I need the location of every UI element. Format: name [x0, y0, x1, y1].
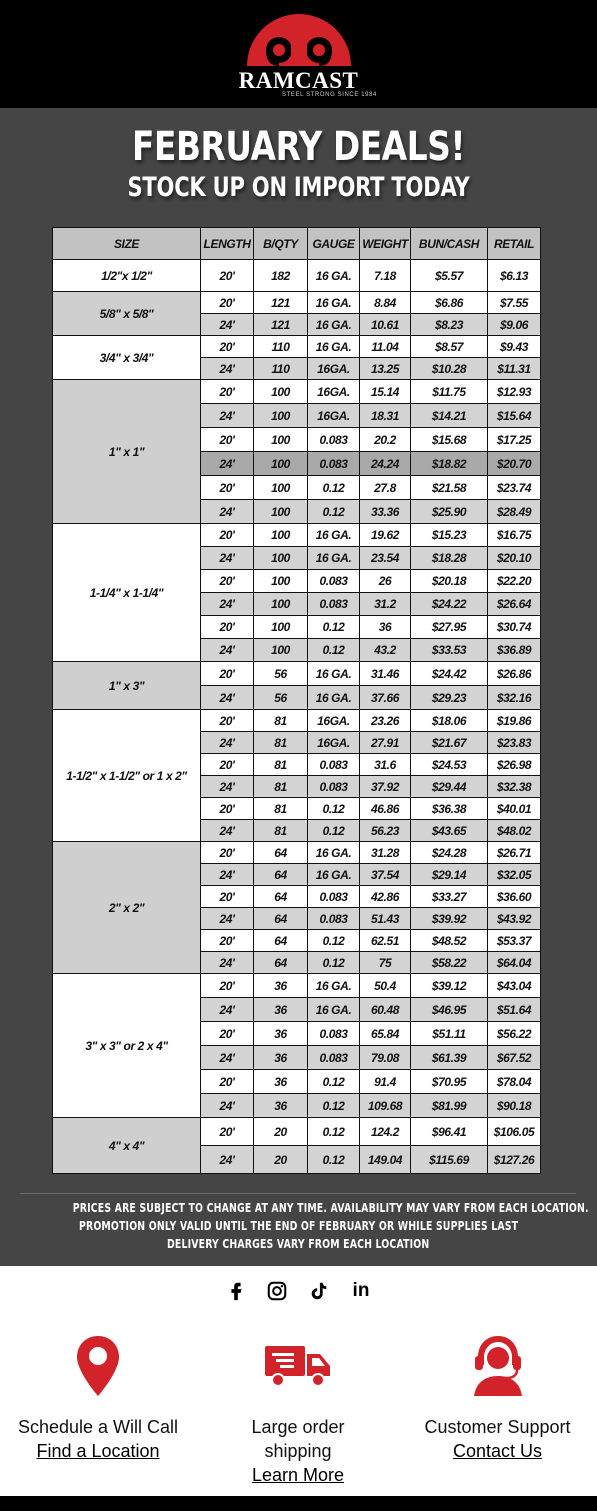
table-cell: 16GA.	[308, 404, 360, 428]
table-cell: 20'	[201, 380, 254, 404]
table-cell: 16 GA.	[308, 336, 360, 358]
table-cell: 124.2	[360, 1118, 411, 1146]
table-cell: $23.74	[488, 476, 541, 500]
table-row	[53, 710, 541, 732]
table-cell: $39.92	[411, 908, 488, 930]
tiktok-icon[interactable]	[307, 1280, 331, 1302]
table-cell: 24'	[201, 639, 254, 662]
table-cell: $19.86	[488, 710, 541, 732]
table-cell: 24'	[201, 820, 254, 842]
table-cell: $9.06	[488, 314, 541, 336]
column-header: WEIGHT	[360, 228, 411, 260]
table-cell: 16 GA.	[308, 842, 360, 864]
table-cell: 0.083	[308, 1046, 360, 1070]
header	[0, 0, 597, 108]
table-cell: 20'	[201, 1022, 254, 1046]
subheadline: STOCK UP ON IMPORT TODAY	[127, 172, 470, 203]
footer	[0, 1266, 597, 1496]
table-cell: 36	[254, 1022, 308, 1046]
size-cell: 1" x 3"	[53, 662, 201, 710]
size-cell: 1" x 1"	[53, 380, 201, 524]
table-cell: $96.41	[411, 1118, 488, 1146]
headset-support-icon	[470, 1332, 526, 1398]
table-cell: $90.18	[488, 1094, 541, 1118]
linkedin-icon[interactable]: in	[352, 1280, 370, 1301]
table-cell: 27.8	[360, 476, 411, 500]
table-cell: 36	[254, 1046, 308, 1070]
table-cell: $30.74	[488, 616, 541, 639]
column-header: B/QTY	[254, 228, 308, 260]
table-cell: 33.36	[360, 500, 411, 524]
size-cell: 2" x 2"	[53, 842, 201, 974]
table-cell: 56	[254, 662, 308, 686]
ram-horns-logo-icon	[239, 6, 359, 70]
table-body	[53, 260, 541, 1174]
table-cell: $27.95	[411, 616, 488, 639]
table-cell: $24.53	[411, 754, 488, 776]
table-cell: 23.54	[360, 547, 411, 570]
table-cell: 0.12	[308, 1094, 360, 1118]
table-cell: 0.12	[308, 1118, 360, 1146]
table-cell: 100	[254, 380, 308, 404]
column-header: GAUGE	[308, 228, 360, 260]
table-cell: 20	[254, 1118, 308, 1146]
table-cell: 16 GA.	[308, 292, 360, 314]
table-cell: 20'	[201, 292, 254, 314]
table-cell: $56.22	[488, 1022, 541, 1046]
table-cell: 20'	[201, 1070, 254, 1094]
table-cell: $29.44	[411, 776, 488, 798]
table-cell: $14.21	[411, 404, 488, 428]
table-cell: $23.83	[488, 732, 541, 754]
table-cell: 42.86	[360, 886, 411, 908]
table-cell: $48.52	[411, 930, 488, 952]
table-cell: 182	[254, 260, 308, 292]
table-cell: $22.20	[488, 570, 541, 593]
shipping-title-line-1: Large order	[251, 1417, 345, 1437]
table-cell: 81	[254, 710, 308, 732]
table-cell: $21.67	[411, 732, 488, 754]
table-cell: 64	[254, 886, 308, 908]
table-cell: 24'	[201, 404, 254, 428]
table-cell: 24'	[201, 1046, 254, 1070]
table-cell: $26.71	[488, 842, 541, 864]
table-cell: 16 GA.	[308, 524, 360, 547]
table-cell: 8.84	[360, 292, 411, 314]
table-cell: 121	[254, 314, 308, 336]
table-cell: 0.12	[308, 930, 360, 952]
table-cell: 0.083	[308, 886, 360, 908]
table-cell: 81	[254, 732, 308, 754]
table-cell: 100	[254, 593, 308, 616]
table-cell: 0.12	[308, 639, 360, 662]
table-cell: 20.2	[360, 428, 411, 452]
table-cell: $39.12	[411, 974, 488, 998]
table-row	[53, 842, 541, 864]
facebook-icon[interactable]	[224, 1280, 248, 1302]
headline: FEBRUARY DEALS!	[131, 124, 466, 170]
table-cell: $81.99	[411, 1094, 488, 1118]
table-cell: 62.51	[360, 930, 411, 952]
table-cell: $29.23	[411, 686, 488, 710]
table-cell: $33.27	[411, 886, 488, 908]
table-cell: 37.92	[360, 776, 411, 798]
table-cell: $24.42	[411, 662, 488, 686]
table-cell: 13.25	[360, 358, 411, 380]
table-cell: 64	[254, 864, 308, 886]
table-cell: $32.16	[488, 686, 541, 710]
disclaimer-line-3: DELIVERY CHARGES VARY FROM EACH LOCATION	[167, 1237, 430, 1251]
table-cell: $11.31	[488, 358, 541, 380]
table-cell: $17.25	[488, 428, 541, 452]
table-cell: 20'	[201, 974, 254, 998]
table-cell: 24'	[201, 732, 254, 754]
table-cell: 16GA.	[308, 380, 360, 404]
table-cell: 20'	[201, 524, 254, 547]
table-cell: $25.90	[411, 500, 488, 524]
table-cell: 18.31	[360, 404, 411, 428]
table-cell: 0.12	[308, 798, 360, 820]
table-cell: 16 GA.	[308, 686, 360, 710]
table-cell: $46.95	[411, 998, 488, 1022]
table-cell: 100	[254, 524, 308, 547]
table-cell: 110	[254, 358, 308, 380]
map-pin-icon	[75, 1334, 121, 1398]
table-cell: $36.38	[411, 798, 488, 820]
table-cell: 0.083	[308, 754, 360, 776]
table-cell: 16 GA.	[308, 314, 360, 336]
table-cell: $51.64	[488, 998, 541, 1022]
table-cell: 36	[254, 1094, 308, 1118]
table-cell: 24'	[201, 1094, 254, 1118]
table-row	[53, 974, 541, 998]
table-cell: $20.18	[411, 570, 488, 593]
table-cell: 46.86	[360, 798, 411, 820]
table-cell: 20'	[201, 1118, 254, 1146]
table-cell: 20'	[201, 260, 254, 292]
table-cell: $43.92	[488, 908, 541, 930]
table-cell: 20'	[201, 616, 254, 639]
table-cell: $9.43	[488, 336, 541, 358]
table-cell: 37.66	[360, 686, 411, 710]
table-cell: $61.39	[411, 1046, 488, 1070]
disclaimer-line-1: PRICES ARE SUBJECT TO CHANGE AT ANY TIME. AVAILABILITY MAY VARY FROM EACH LOCATION.	[72, 1201, 589, 1215]
table-cell: 81	[254, 820, 308, 842]
table-cell: 100	[254, 476, 308, 500]
table-cell: $15.68	[411, 428, 488, 452]
table-cell: 0.083	[308, 1022, 360, 1046]
table-cell: 31.46	[360, 662, 411, 686]
table-row	[53, 662, 541, 686]
table-cell: $29.14	[411, 864, 488, 886]
table-cell: $24.28	[411, 842, 488, 864]
table-cell: 31.2	[360, 593, 411, 616]
table-cell: 36	[360, 616, 411, 639]
table-cell: 24'	[201, 500, 254, 524]
logo[interactable]	[0, 4, 597, 104]
table-cell: 100	[254, 404, 308, 428]
table-cell: $51.11	[411, 1022, 488, 1046]
table-cell: 0.083	[308, 776, 360, 798]
table-cell: $8.23	[411, 314, 488, 336]
table-cell: 24'	[201, 952, 254, 974]
table-cell: 60.48	[360, 998, 411, 1022]
table-cell: 121	[254, 292, 308, 314]
table-cell: $64.04	[488, 952, 541, 974]
table-cell: 100	[254, 639, 308, 662]
table-cell: 0.083	[308, 908, 360, 930]
table-row	[53, 336, 541, 358]
table-cell: $36.89	[488, 639, 541, 662]
contact-us-link[interactable]: Contact Us	[452, 1441, 543, 1461]
table-cell: 64	[254, 930, 308, 952]
table-cell: 24'	[201, 358, 254, 380]
table-cell: 64	[254, 952, 308, 974]
table-cell: $70.95	[411, 1070, 488, 1094]
table-cell: 16GA.	[308, 732, 360, 754]
table-cell: 0.083	[308, 570, 360, 593]
support-title: Customer Support	[424, 1417, 571, 1437]
table-cell: 20'	[201, 428, 254, 452]
table-cell: $40.01	[488, 798, 541, 820]
table-cell: 36	[254, 1070, 308, 1094]
table-cell: 0.083	[308, 428, 360, 452]
table-cell: 20'	[201, 710, 254, 732]
price-table	[52, 227, 541, 1174]
table-cell: 36	[254, 998, 308, 1022]
table-cell: 100	[254, 500, 308, 524]
table-cell: $33.53	[411, 639, 488, 662]
table-cell: 91.4	[360, 1070, 411, 1094]
table-cell: 0.12	[308, 1070, 360, 1094]
table-cell: 24'	[201, 547, 254, 570]
size-cell: 4" x 4"	[53, 1118, 201, 1174]
table-cell: $24.22	[411, 593, 488, 616]
column-header: BUN/CASH	[411, 228, 488, 260]
table-cell: $18.82	[411, 452, 488, 476]
table-cell: 65.84	[360, 1022, 411, 1046]
table-cell: $58.22	[411, 952, 488, 974]
table-cell: 20'	[201, 476, 254, 500]
table-cell: 31.6	[360, 754, 411, 776]
table-cell: 36	[254, 974, 308, 998]
disclaimer-line-2: PROMOTION ONLY VALID UNTIL THE END OF FEBRUARY OR WHILE SUPPLIES LAST	[78, 1219, 519, 1233]
table-cell: $18.28	[411, 547, 488, 570]
table-cell: $28.49	[488, 500, 541, 524]
table-cell: 31.28	[360, 842, 411, 864]
table-row	[53, 292, 541, 314]
table-cell: $26.86	[488, 662, 541, 686]
table-cell: 16 GA.	[308, 662, 360, 686]
table-cell: $15.64	[488, 404, 541, 428]
table-cell: 81	[254, 798, 308, 820]
table-cell: 24'	[201, 686, 254, 710]
table-cell: 0.12	[308, 820, 360, 842]
table-cell: $36.60	[488, 886, 541, 908]
table-cell: 15.14	[360, 380, 411, 404]
table-cell: $16.75	[488, 524, 541, 547]
table-cell: 24'	[201, 452, 254, 476]
table-cell: 23.26	[360, 710, 411, 732]
table-cell: 75	[360, 952, 411, 974]
table-cell: 0.083	[308, 452, 360, 476]
table-cell: 20'	[201, 842, 254, 864]
table-cell: 100	[254, 428, 308, 452]
table-cell: 149.04	[360, 1146, 411, 1174]
table-cell: $6.86	[411, 292, 488, 314]
table-cell: $48.02	[488, 820, 541, 842]
table-cell: 81	[254, 754, 308, 776]
table-cell: 81	[254, 776, 308, 798]
learn-more-link[interactable]: Learn More	[251, 1465, 345, 1485]
promo-section	[0, 108, 597, 1266]
table-cell: $106.05	[488, 1118, 541, 1146]
table-cell: 24'	[201, 776, 254, 798]
table-cell: $12.93	[488, 380, 541, 404]
table-cell: $32.38	[488, 776, 541, 798]
table-cell: 79.08	[360, 1046, 411, 1070]
table-row	[53, 1118, 541, 1146]
table-cell: $78.04	[488, 1070, 541, 1094]
column-header: SIZE	[53, 228, 201, 260]
table-cell: 100	[254, 452, 308, 476]
brand-tagline: STEEL STRONG SINCE 1984	[282, 92, 377, 98]
table-cell: 24'	[201, 593, 254, 616]
table-cell: 16 GA.	[308, 974, 360, 998]
table-cell: 27.91	[360, 732, 411, 754]
size-cell: 1/2"x 1/2"	[53, 260, 201, 292]
table-cell: $67.52	[488, 1046, 541, 1070]
table-cell: $18.06	[411, 710, 488, 732]
bottom-bar	[0, 1496, 597, 1511]
table-cell: 19.62	[360, 524, 411, 547]
table-cell: 16 GA.	[308, 998, 360, 1022]
size-cell: 5/8" x 5/8"	[53, 292, 201, 336]
table-cell: 109.68	[360, 1094, 411, 1118]
table-row	[53, 380, 541, 404]
table-cell: 0.083	[308, 593, 360, 616]
find-location-link[interactable]: Find a Location	[36, 1441, 160, 1461]
table-cell: $115.69	[411, 1146, 488, 1174]
instagram-icon[interactable]	[265, 1280, 289, 1302]
table-cell: 100	[254, 547, 308, 570]
table-cell: $5.57	[411, 260, 488, 292]
table-cell: 56	[254, 686, 308, 710]
table-cell: 16 GA.	[308, 260, 360, 292]
table-cell: 16GA.	[308, 710, 360, 732]
table-cell: 7.18	[360, 260, 411, 292]
shipping-title-line-2: shipping	[264, 1441, 332, 1461]
table-cell: 43.2	[360, 639, 411, 662]
table-cell: $53.37	[488, 930, 541, 952]
table-cell: 37.54	[360, 864, 411, 886]
divider	[20, 1193, 576, 1194]
table-header-row	[53, 228, 541, 260]
table-cell: 20'	[201, 754, 254, 776]
table-cell: $43.04	[488, 974, 541, 998]
table-cell: $10.28	[411, 358, 488, 380]
table-cell: 20	[254, 1146, 308, 1174]
table-cell: $8.57	[411, 336, 488, 358]
size-cell: 3" x 3" or 2 x 4"	[53, 974, 201, 1118]
table-cell: $7.55	[488, 292, 541, 314]
table-row	[53, 260, 541, 292]
table-cell: 16 GA.	[308, 864, 360, 886]
table-cell: $20.10	[488, 547, 541, 570]
table-cell: $26.98	[488, 754, 541, 776]
table-cell: 110	[254, 336, 308, 358]
size-cell: 1-1/4" x 1-1/4"	[53, 524, 201, 662]
table-cell: $32.05	[488, 864, 541, 886]
table-cell: 16 GA.	[308, 547, 360, 570]
table-cell: 51.43	[360, 908, 411, 930]
table-cell: 24'	[201, 998, 254, 1022]
table-cell: $11.75	[411, 380, 488, 404]
size-cell: 3/4" x 3/4"	[53, 336, 201, 380]
column-header: LENGTH	[201, 228, 254, 260]
table-cell: 100	[254, 570, 308, 593]
table-cell: $21.58	[411, 476, 488, 500]
table-cell: 20'	[201, 570, 254, 593]
table-cell: 24.24	[360, 452, 411, 476]
table-cell: 10.61	[360, 314, 411, 336]
brand-name: RAMCAST	[238, 68, 359, 93]
table-cell: 24'	[201, 908, 254, 930]
column-header: RETAIL	[488, 228, 541, 260]
table-row	[53, 524, 541, 547]
table-cell: 20'	[201, 336, 254, 358]
table-cell: 0.12	[308, 952, 360, 974]
table-cell: 56.23	[360, 820, 411, 842]
table-cell: 50.4	[360, 974, 411, 998]
table-cell: 0.12	[308, 500, 360, 524]
table-cell: $15.23	[411, 524, 488, 547]
table-cell: 20'	[201, 662, 254, 686]
table-cell: 0.12	[308, 476, 360, 500]
table-cell: 24'	[201, 864, 254, 886]
table-cell: $43.65	[411, 820, 488, 842]
table-cell: 11.04	[360, 336, 411, 358]
table-cell: $26.64	[488, 593, 541, 616]
table-cell: 64	[254, 842, 308, 864]
table-cell: 24'	[201, 314, 254, 336]
table-cell: $6.13	[488, 260, 541, 292]
table-cell: 20'	[201, 930, 254, 952]
table-cell: 16GA.	[308, 358, 360, 380]
table-cell: 24'	[201, 1146, 254, 1174]
table-cell: 100	[254, 616, 308, 639]
table-cell: 20'	[201, 886, 254, 908]
table-cell: 26	[360, 570, 411, 593]
table-cell: 0.12	[308, 1146, 360, 1174]
table-cell: 64	[254, 908, 308, 930]
table-cell: 20'	[201, 798, 254, 820]
size-cell: 1-1/2" x 1-1/2" or 1 x 2"	[53, 710, 201, 842]
will-call-title: Schedule a Will Call	[17, 1417, 179, 1437]
delivery-truck-icon	[263, 1344, 333, 1388]
table-cell: $20.70	[488, 452, 541, 476]
table-cell: $127.26	[488, 1146, 541, 1174]
table-cell: 0.12	[308, 616, 360, 639]
